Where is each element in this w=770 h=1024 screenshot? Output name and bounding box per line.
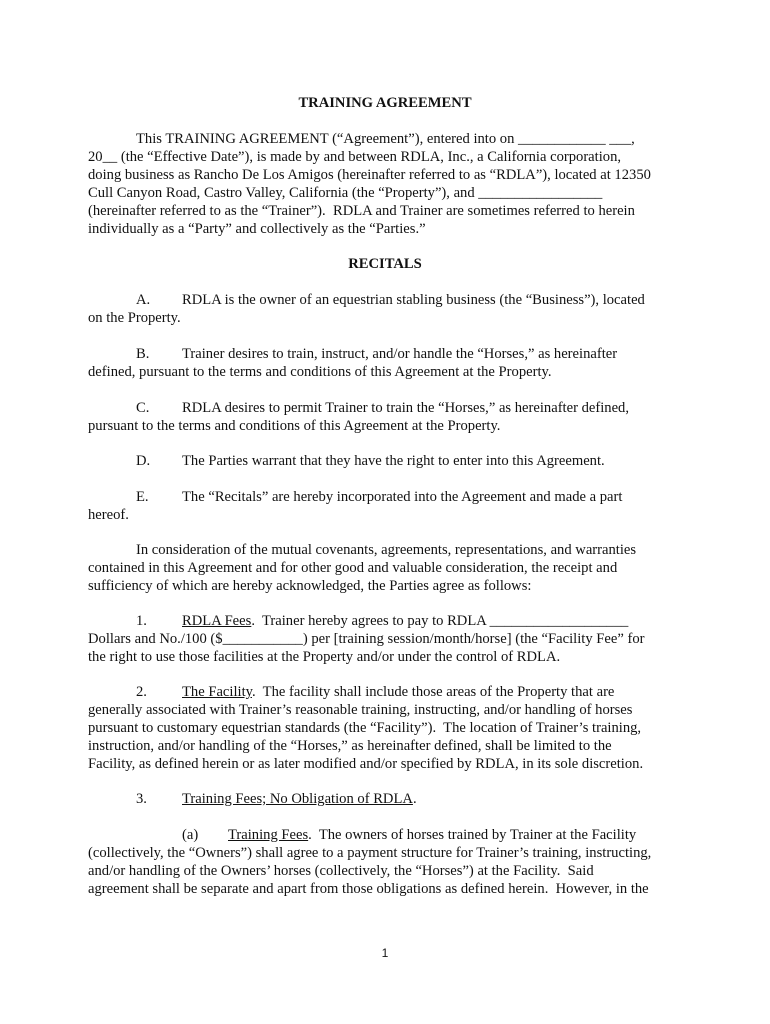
subsection-text: agreement shall be separate and apart from those obligations as defined herein. However, in the xyxy=(88,881,649,897)
recital-text: on the Property. xyxy=(88,310,181,326)
section-text: . Trainer hereby agrees to pay to RDLA ___________________ xyxy=(251,613,629,629)
section-number: 2. xyxy=(136,684,147,700)
recital-text: RDLA desires to permit Trainer to train the “Horses,” as hereinafter defined, xyxy=(182,400,630,416)
consideration-line: In consideration of the mutual covenants, agreements, representations, and warranties xyxy=(136,542,637,558)
recital-text: Trainer desires to train, instruct, and/or handle the “Horses,” as hereinafter xyxy=(182,346,618,362)
section-text: instruction, and/or handling of the “Horses,” as hereinafter defined, shall be limited to the xyxy=(88,738,612,754)
recital-text: hereof. xyxy=(88,507,129,523)
subsection-text: and/or handling of the Owners’ horses (collectively, the “Horses”) at the Facility. Said xyxy=(88,863,594,879)
section-text: generally associated with Trainer’s reasonable training, instructing, and/or handling of horses xyxy=(88,702,633,718)
subsection-heading: Training Fees xyxy=(228,827,309,843)
section-text: . xyxy=(412,791,417,807)
section-text: Facility, as defined herein or as later modified and/or specified by RDLA, in its sole discretion. xyxy=(88,756,644,772)
recital-text: pursuant to the terms and conditions of this Agreement at the Property. xyxy=(88,418,501,434)
section-text: . The facility shall include those areas of the Property that are xyxy=(251,684,615,700)
intro-line: This TRAINING AGREEMENT (“Agreement”), entered into on ____________ ___, xyxy=(136,131,635,147)
page-number: 1 xyxy=(381,946,389,960)
section-text: Dollars and No./100 ($___________) per [training session/month/horse] (the “Facility Fee” for xyxy=(88,631,645,647)
section-1-line xyxy=(182,612,628,630)
consideration-line: sufficiency of which are hereby acknowledged, the Parties agree as follows: xyxy=(88,578,532,594)
subsection-text: (collectively, the “Owners”) shall agree to a payment structure for Trainer’s training, instructing, xyxy=(88,845,652,861)
recital-marker: C. xyxy=(136,400,150,416)
recital-text: RDLA is the owner of an equestrian stabling business (the “Business”), located xyxy=(182,292,645,308)
intro-line: doing business as Rancho De Los Amigos (hereinafter referred to as “RDLA”), located at 12350 xyxy=(88,167,651,183)
subsection-text: . The owners of horses trained by Trainer at the Facility xyxy=(308,827,637,843)
recitals-heading: RECITALS xyxy=(348,256,422,272)
section-text: the right to use those facilities at the Property and/or under the control of RDLA. xyxy=(88,649,561,665)
section-heading: RDLA Fees xyxy=(182,613,252,629)
recital-marker: B. xyxy=(136,346,150,362)
intro-line: Cull Canyon Road, Castro Valley, California (the “Property”), and _________________ xyxy=(88,185,603,201)
section-heading: Training Fees; No Obligation of RDLA xyxy=(182,791,413,807)
document-title: TRAINING AGREEMENT xyxy=(298,95,472,111)
recital-text: defined, pursuant to the terms and conditions of this Agreement at the Property. xyxy=(88,364,552,380)
recital-marker: E. xyxy=(136,489,149,505)
consideration-line: contained in this Agreement and for other good and valuable consideration, the receipt and xyxy=(88,560,618,576)
intro-line: (hereinafter referred to as the “Trainer”). RDLA and Trainer are sometimes referred to herein xyxy=(88,203,635,219)
recital-text: The Parties warrant that they have the right to enter into this Agreement. xyxy=(182,453,605,469)
recital-text: The “Recitals” are hereby incorporated into the Agreement and made a part xyxy=(182,489,623,505)
section-number: 1. xyxy=(136,613,147,629)
intro-line: individually as a “Party” and collectively as the “Parties.” xyxy=(88,221,426,237)
intro-line: 20__ (the “Effective Date”), is made by and between RDLA, Inc., a California corporation, xyxy=(88,149,622,165)
section-2-line xyxy=(182,683,614,701)
section-number: 3. xyxy=(136,791,147,807)
section-3-line xyxy=(182,790,417,808)
section-heading: The Facility xyxy=(182,684,252,700)
recital-marker: A. xyxy=(136,292,151,308)
subsection-marker: (a) xyxy=(182,827,199,843)
section-text: pursuant to customary equestrian standards (the “Facility”). The location of Trainer’s training, xyxy=(88,720,642,736)
recital-marker: D. xyxy=(136,453,151,469)
subsection-3a-line xyxy=(228,826,636,844)
